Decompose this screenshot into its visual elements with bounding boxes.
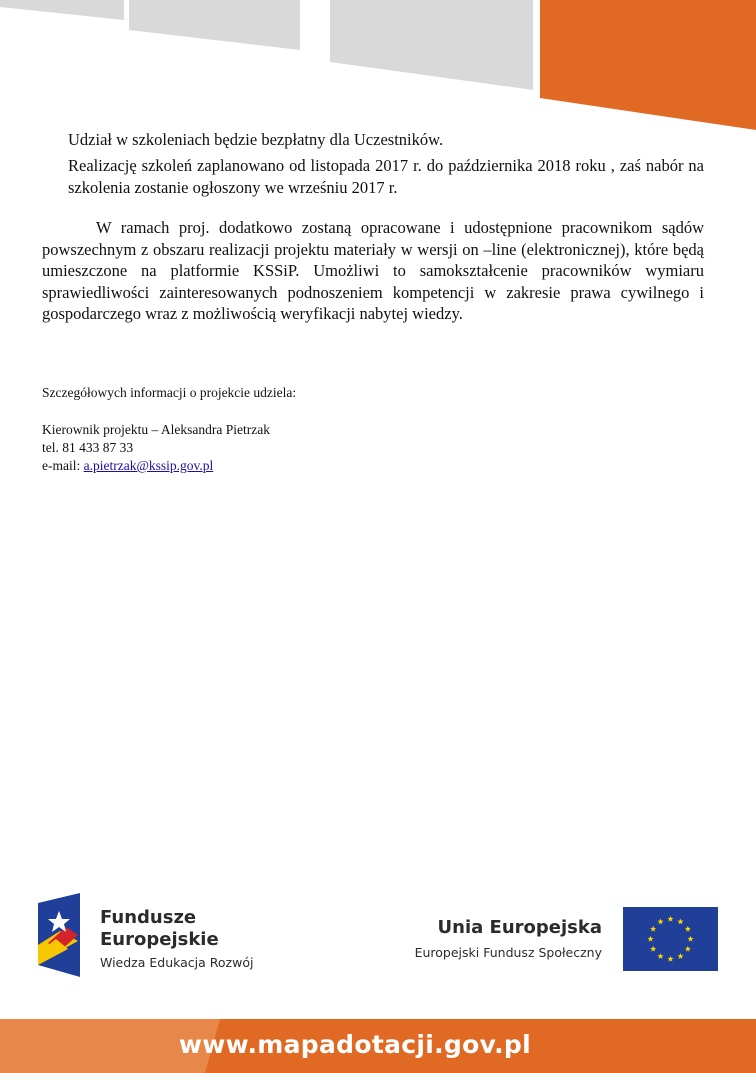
fundusze-europejskie-logo: [38, 893, 278, 983]
fe-title-line2: Europejskie: [100, 929, 219, 950]
contact-manager: Kierownik projektu – Aleksandra Pietrzak: [42, 422, 270, 437]
paragraph-materials: W ramach proj. dodatkowo zostaną opracowane i udostępnione pracownikom sądów powszechnym z obszaru realizacji projektu materiały w wersji on –line (elektronicznej), które będą umieszczone na platformie KSSiP. Umożliwi to samokształcenie pracowników wymiaru sprawiedliwości zainteresowanych podnoszeniem kompetencji w zakresie prawa cywilnego i gospodarczego wraz z możliwością weryfikacji nabytej wiedzy.: [42, 218, 704, 323]
fe-flag-icon: [38, 893, 82, 977]
footer-url-link[interactable]: www.mapadotacji.gov.pl: [178, 1030, 531, 1059]
footer-banner: [0, 1019, 756, 1073]
email-link[interactable]: a.pietrzak@kssip.gov.pl: [83, 458, 214, 473]
fe-subtitle: Wiedza Edukacja Rozwój: [100, 955, 254, 970]
contact-intro: Szczegółowych informacji o projekcie udziela:: [42, 385, 297, 400]
contact-email-line: [42, 457, 213, 474]
paragraph-schedule: Realizację szkoleń zaplanowano od listopada 2017 r. do października 2018 roku , zaś nabór na szkolenia zostanie ogłoszony we wrześniu 2017 r.: [68, 156, 704, 197]
eu-flag-icon: [623, 907, 718, 971]
ue-title: Unia Europejska: [437, 917, 602, 938]
contact-phone: tel. 81 433 87 33: [42, 440, 134, 455]
paragraph-free-participation: Udział w szkoleniach będzie bezpłatny dla Uczestników.: [68, 130, 444, 149]
fe-title-line1: Fundusze: [100, 907, 197, 928]
email-label: e-mail:: [42, 458, 84, 473]
ue-subtitle: Europejski Fundusz Społeczny: [414, 945, 602, 960]
header-decoration: [0, 0, 756, 132]
